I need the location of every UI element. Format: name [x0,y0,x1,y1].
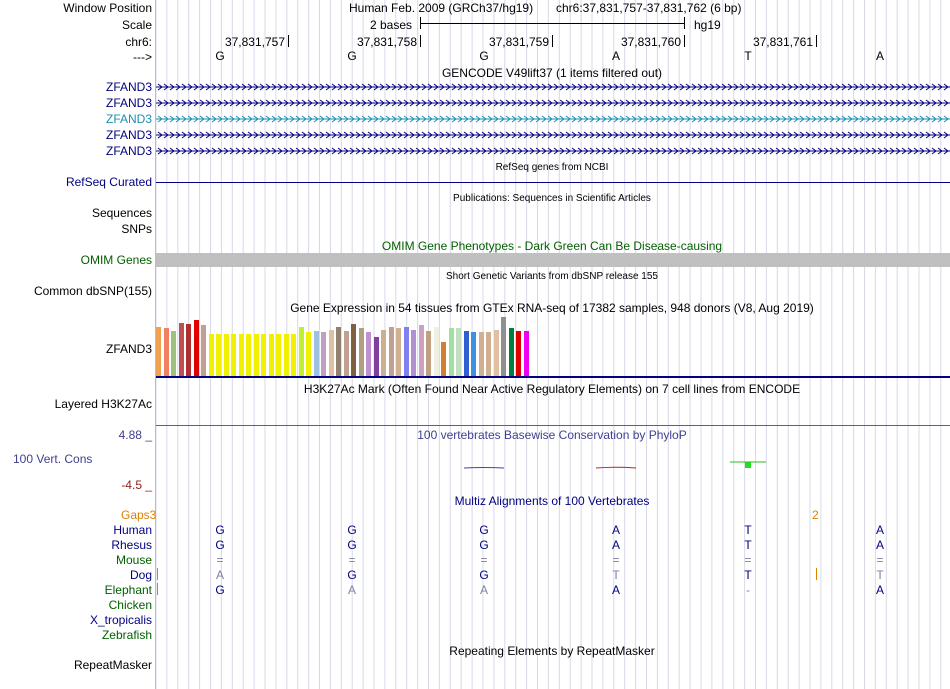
gencode-transcript-line[interactable] [156,130,950,140]
gtex-tissue-bar[interactable] [449,328,454,376]
h3k27ac-title[interactable]: H3K27Ac Mark (Often Found Near Active Regulatory Elements) on 7 cell lines from ENCODE [303,382,801,396]
phylop-score-line[interactable] [596,467,636,468]
gencode-transcript-line[interactable] [156,146,950,156]
gencode-transcript-label[interactable]: ZFAND3 [105,112,152,126]
gtex-tissue-bar[interactable] [209,334,214,376]
gtex-tissue-bar[interactable] [216,334,221,376]
aligned-base: T [744,523,752,537]
dbsnp-title[interactable]: Short Genetic Variants from dbSNP release 155 [446,271,658,282]
gtex-tissue-bar[interactable] [426,331,431,376]
aligned-base: A [479,583,489,597]
gtex-tissue-bar[interactable] [321,332,326,376]
aligned-base: T [744,568,752,582]
scale-bar [420,23,684,24]
scale-bar-right-tick [684,17,685,29]
gtex-tissue-bar[interactable] [284,334,289,376]
aligned-base: G [215,523,225,537]
species-label-x_tropicalis[interactable]: X_tropicalis [89,613,152,627]
ruler-position-label: 37,831,761 [752,35,813,49]
gtex-tissue-bar[interactable] [411,330,416,376]
aligned-base: = [348,553,356,567]
aligned-base: = [876,553,884,567]
aligned-base: G [479,568,489,582]
gtex-tissue-bar[interactable] [389,327,394,376]
gtex-tissue-bar[interactable] [419,325,424,376]
refseq-gene-line[interactable] [156,182,950,183]
gtex-tissue-bar[interactable] [479,332,484,376]
gtex-tissue-bar[interactable] [336,327,341,376]
gtex-tissue-bar[interactable] [441,342,446,376]
ruler-tick [420,35,421,47]
position-text: chr6:37,831,757-37,831,762 (6 bp) [556,1,742,15]
db-text: hg19 [694,18,721,32]
gtex-tissue-bar[interactable] [261,334,266,376]
ruler-tick [552,35,553,47]
gtex-tissue-bar[interactable] [156,327,161,376]
aligned-base: = [612,553,620,567]
gtex-tissue-bar[interactable] [509,328,514,376]
gaps-label[interactable]: Gaps3 [121,508,157,522]
phylop-max-label: 4.88 _ [118,428,152,442]
aligned-base: = [480,553,488,567]
omim-title[interactable]: OMIM Gene Phenotypes - Dark Green Can Be Disease-causing [381,239,723,253]
gtex-tissue-bar[interactable] [179,323,184,376]
gtex-title[interactable]: Gene Expression in 54 tissues from GTEx RNA-seq of 17382 samples, 948 donors (V8, Aug 2019) [290,301,814,315]
ruler-position-label: 37,831,759 [488,35,549,49]
gtex-tissue-bar[interactable] [201,325,206,376]
gencode-transcript-label[interactable]: ZFAND3 [105,128,152,142]
reference-base: G [479,49,489,63]
gap-marker [157,583,158,595]
repeatmasker-label[interactable]: RepeatMasker [73,658,152,672]
ruler-tick [684,35,685,47]
gtex-tissue-bar[interactable] [329,330,334,376]
gap-marker [816,568,817,580]
gtex-tissue-bar[interactable] [164,328,169,376]
gtex-tissue-bar[interactable] [524,331,529,376]
species-label-elephant[interactable]: Elephant [104,583,152,597]
aligned-base: = [216,553,224,567]
gtex-tissue-bar[interactable] [306,332,311,376]
gtex-tissue-bar[interactable] [276,334,281,376]
reference-base: G [347,49,357,63]
h3k27ac-label[interactable]: Layered H3K27Ac [54,397,152,411]
reference-base: T [744,49,752,63]
sequences-label[interactable]: Sequences [91,206,152,220]
gtex-tissue-bar[interactable] [516,331,521,376]
gtex-tissue-bar[interactable] [291,334,296,376]
aligned-base: - [746,583,750,597]
aligned-base: A [347,583,357,597]
gtex-gene-line [156,376,950,378]
gtex-tissue-bar[interactable] [381,330,386,376]
window-position-label: Window Position [63,1,152,15]
scale-text: 2 bases [370,18,413,32]
aligned-base: T [876,568,884,582]
aligned-base: G [347,568,357,582]
aligned-base: A [215,568,225,582]
ruler-tick [816,35,817,47]
aligned-base: G [215,538,225,552]
scale-label: Scale [121,18,152,32]
refseq-title[interactable]: RefSeq genes from NCBI [495,162,609,173]
gtex-tissue-bar[interactable] [471,332,476,376]
aligned-base: T [744,538,752,552]
gtex-tissue-bar[interactable] [494,330,499,376]
gencode-transcript-line[interactable] [156,82,950,92]
species-label-zebrafish[interactable]: Zebrafish [101,628,152,642]
reference-base: G [215,49,225,63]
reference-base: A [875,49,885,63]
gtex-tissue-bar[interactable] [359,328,364,376]
gtex-tissue-bar[interactable] [269,334,274,376]
gtex-tissue-bar[interactable] [186,324,191,376]
gtex-tissue-bar[interactable] [299,327,304,376]
aligned-base: G [347,538,357,552]
gencode-transcript-line[interactable] [156,114,950,124]
gtex-tissue-bar[interactable] [171,331,176,376]
gtex-tissue-bar[interactable] [344,331,349,376]
gtex-bar-chart[interactable] [156,317,556,376]
gencode-transcript-label[interactable]: ZFAND3 [105,96,152,110]
aligned-base: G [215,583,225,597]
gtex-tissue-bar[interactable] [351,324,356,376]
aligned-base: A [611,583,621,597]
gtex-tissue-bar[interactable] [456,328,461,376]
gtex-tissue-bar[interactable] [434,327,439,376]
aligned-base: A [611,523,621,537]
gtex-tissue-bar[interactable] [404,327,409,376]
aligned-base: A [875,538,885,552]
gtex-tissue-bar[interactable] [374,337,379,376]
species-label-dog[interactable]: Dog [129,568,152,582]
omim-label[interactable]: OMIM Genes [80,253,152,267]
gencode-title[interactable]: GENCODE V49lift37 (1 items filtered out) [441,66,663,80]
gtex-tissue-bar[interactable] [224,334,229,376]
repeatmasker-title[interactable]: Repeating Elements by RepeatMasker [449,644,655,658]
aligned-base: A [875,523,885,537]
species-label-rhesus[interactable]: Rhesus [111,538,152,552]
aligned-base: A [875,583,885,597]
gtex-tissue-bar[interactable] [501,317,506,376]
assembly-text: Human Feb. 2009 (GRCh37/hg19) [349,1,534,15]
phylop-score-mark[interactable] [745,462,751,468]
h3k27ac-signal-line [156,425,950,426]
ruler-position-label: 37,831,758 [356,35,417,49]
gtex-tissue-bar[interactable] [194,320,199,376]
aligned-base: G [479,523,489,537]
gtex-tissue-bar[interactable] [464,331,469,376]
gencode-transcript-label[interactable]: ZFAND3 [105,144,152,158]
phylop-title[interactable]: 100 vertebrates Basewise Conservation by PhyloP [417,428,687,442]
ruler-position-label: 37,831,757 [224,35,285,49]
phylop-score-line[interactable] [464,468,504,469]
aligned-base: = [744,553,752,567]
gtex-tissue-bar[interactable] [366,332,371,376]
strand-label[interactable]: ---> [133,50,152,64]
reference-base: A [611,49,621,63]
gencode-transcript-line[interactable] [156,98,950,108]
ruler-position-label: 37,831,760 [620,35,681,49]
gtex-tissue-bar[interactable] [486,332,491,376]
gtex-tissue-bar[interactable] [314,331,319,376]
gtex-tissue-bar[interactable] [239,334,244,376]
aligned-base: G [347,523,357,537]
gtex-tissue-bar[interactable] [396,328,401,376]
phylop-label[interactable]: 100 Vert. Cons [13,452,93,466]
publications-title[interactable]: Publications: Sequences in Scientific Articles [453,193,651,204]
gap-marker [157,568,158,580]
phylop-min-label: -4.5 _ [121,478,152,492]
gtex-tissue-bar[interactable] [246,334,251,376]
aligned-base: A [611,538,621,552]
species-label-human[interactable]: Human [113,523,152,537]
gtex-tissue-bar[interactable] [254,334,259,376]
chrom-label: chr6: [125,35,152,49]
gencode-transcript-label[interactable]: ZFAND3 [105,80,152,94]
refseq-label[interactable]: RefSeq Curated [65,175,152,189]
ruler-tick [288,35,289,47]
snps-label[interactable]: SNPs [121,222,152,236]
phylop-plot[interactable] [156,440,950,490]
gap-count: 2 [812,508,819,522]
omim-gene-bar[interactable] [156,253,950,267]
species-label-mouse[interactable]: Mouse [115,553,152,567]
dbsnp-label[interactable]: Common dbSNP(155) [33,284,152,298]
aligned-base: T [612,568,620,582]
species-label-chicken[interactable]: Chicken [108,598,152,612]
aligned-base: G [479,538,489,552]
gtex-tissue-bar[interactable] [231,334,236,376]
multiz-title[interactable]: Multiz Alignments of 100 Vertebrates [454,494,650,508]
gtex-label[interactable]: ZFAND3 [105,342,152,356]
